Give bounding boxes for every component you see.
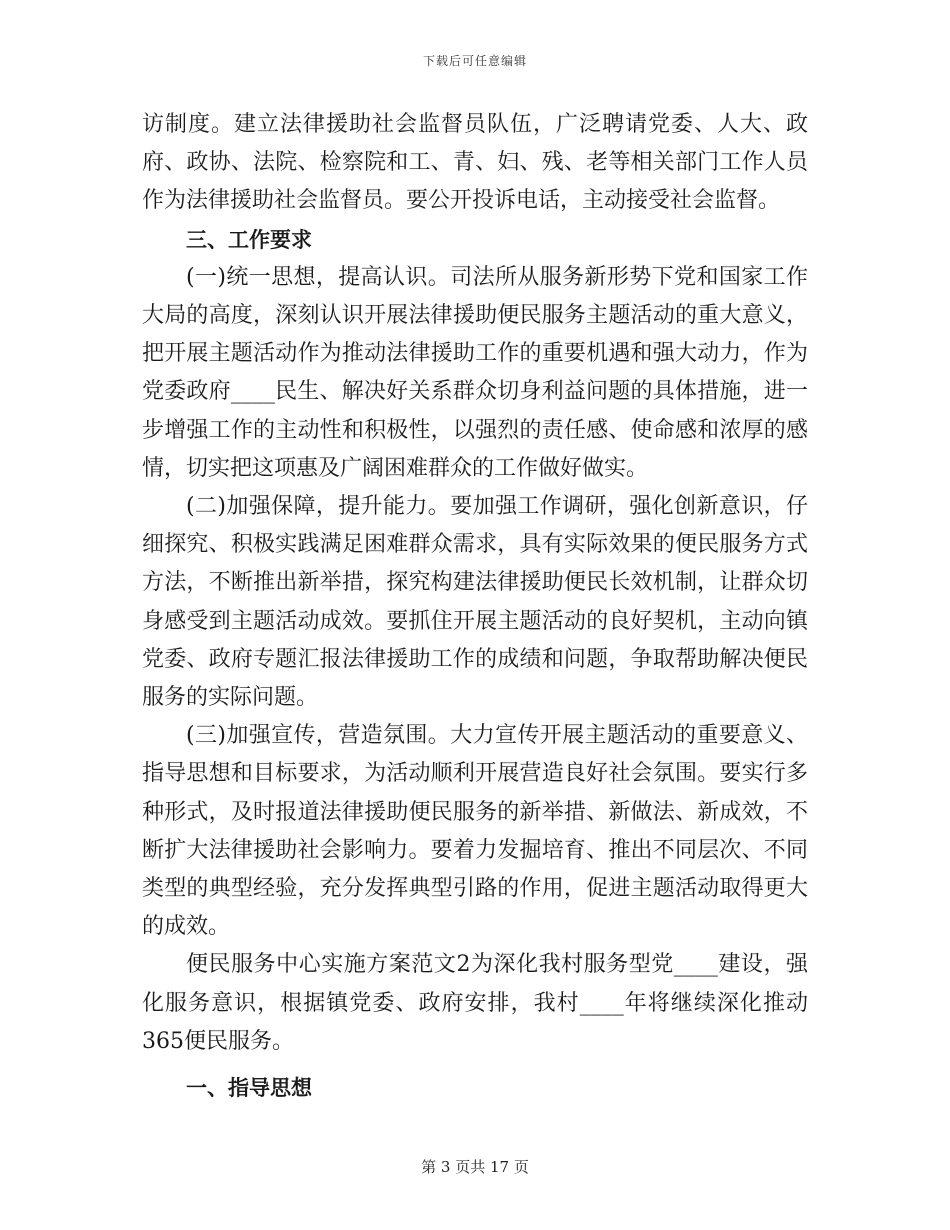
paragraph-strengthen-publicity: (三)加强宣传，营造氛围。大力宣传开展主题活动的重要意义、指导思想和目标要求，为活动顺利开展营造良好社会氛围。要实行多种形式，及时报道法律援助便民服务的新举措、新做法、新成效，不断扩大法律援助社会影响力。要着力发掘培育、推出不同层次、不同类型的典型经验，充分发挥典型引路的作用，促进主题活动取得更大的成效。 — [142, 723, 808, 940]
paragraph-strengthen-support: (二)加强保障，提升能力。要加强工作调研，强化创新意识，仔细探究、积极实践满足困难群众需求，具有实际效果的便民服务方式方法，不断推出新举措，探究构建法律援助便民长效机制，让群众切身感受到主题活动成效。要抓住开展主题活动的良好契机，主动向镇党委、政府专题汇报法律援助工作的成绩和问题，争取帮助解决便民服务的实际问题。 — [142, 494, 808, 711]
section-heading-guiding-ideology: 一、指导思想 — [186, 1076, 312, 1101]
page-number: 第 3 页共 17 页 — [421, 1158, 529, 1176]
section-heading-work-requirements: 三、工作要求 — [186, 227, 312, 252]
page-header: 下载后可任意编辑 — [422, 54, 527, 68]
paragraph-continued: 访制度。建立法律援助社会监督员队伍，广泛聘请党委、人大、政府、政协、法院、检察院和工、青、妇、残、老等相关部门工作人员作为法律援助社会监督员。要公开投诉电话，主动接受社会监督。 — [142, 112, 808, 214]
paragraph-plan-sample-2: 便民服务中心实施方案范文2为深化我村服务型党____建设，强化服务意识，根据镇党委、政府安排，我村____年将继续深化推动365便民服务。 — [142, 952, 808, 1054]
paragraph-unify-thinking: (一)统一思想，提高认识。司法所从服务新形势下党和国家工作大局的高度，深刻认识开展法律援助便民服务主题活动的重大意义，把开展主题活动作为推动法律援助工作的重要机遇和强大动力，作为党委政府____民生、解决好关系群众切身利益问题的具体措施，进一步增强工作的主动性和积极性，以强烈的责任感、使命感和浓厚的感情，切实把这项惠及广阔困难群众的工作做好做实。 — [142, 264, 808, 481]
document-body — [142, 106, 808, 1107]
